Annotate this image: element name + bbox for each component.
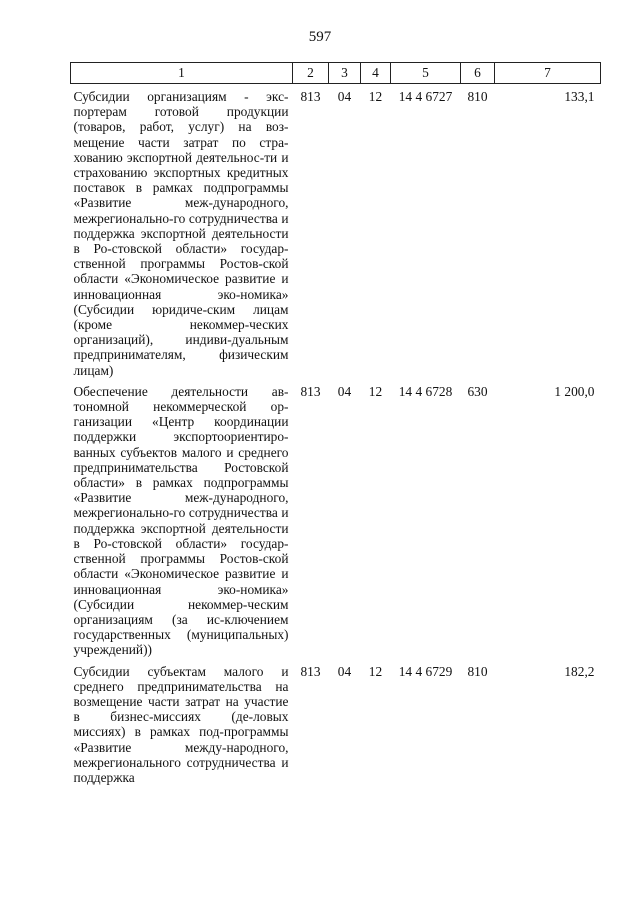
row-subsection-code: 12	[368, 663, 383, 679]
table-row	[71, 378, 601, 658]
row-amount: 133,1	[564, 89, 595, 104]
row-subsection-code: 12	[368, 383, 383, 399]
row-expense-type: 630	[467, 383, 488, 399]
row-target-article: 14 4 6728	[398, 383, 453, 399]
row-description: Обеспечение деятельности ав-тономной некоммерческой ор-ганизации «Центр координации поддержки экспортоориентиро-ванных субъектов малого и среднего предпринимательства Ростовской области» в рамках подпрограммы «Развитие меж-дународного, межрегионально-го сотрудничества и поддержка экспортной деятельности в Ро-стовской области» государ-ственной программы Ростов-ской области «Экономическое развитие и инновационная эко-номика» (Субсидии некоммер-ческим организациям (за ис-ключением государственных (муниципальных) учреждений))	[73, 383, 289, 658]
row-expense-type: 810	[467, 89, 488, 104]
row-section-code: 04	[337, 663, 352, 679]
page-number: 597	[308, 29, 332, 45]
row-target-article: 14 4 6727	[398, 89, 453, 104]
column-header-5: 5	[391, 63, 461, 84]
column-header-7: 7	[495, 63, 601, 84]
row-ministry-code: 813	[300, 383, 321, 399]
column-header-2: 2	[293, 63, 329, 84]
row-ministry-code: 813	[300, 663, 321, 679]
row-section-code: 04	[337, 383, 352, 399]
row-subsection-code: 12	[368, 89, 383, 104]
row-amount: 182,2	[564, 663, 595, 679]
row-expense-type: 810	[467, 663, 488, 679]
column-header-3: 3	[329, 63, 361, 84]
column-header-4: 4	[361, 63, 391, 84]
row-target-article: 14 4 6729	[398, 663, 453, 679]
row-section-code: 04	[337, 89, 352, 104]
table-row	[71, 658, 601, 786]
table-row	[71, 84, 601, 378]
row-amount: 1 200,0	[554, 383, 595, 399]
row-description: Субсидии организациям - экс-портерам готовой продукции (товаров, работ, услуг) на воз-мещение части затрат по стра-хованию экспортной деятельнос-ти и страхованию экспортных кредитных поставок в рамках подпрограммы «Развитие меж-дународного, межрегионально-го сотрудничества и поддержка экспортной деятельности в Ро-стовской области» государ-ственной программы Ростов-ской области «Экономическое развитие и инновационная эко-номика» (Субсидии юридиче-ским лицам (кроме некоммер-ческих организаций), индиви-дуальным предпринимателям, физическим лицам)	[73, 89, 289, 378]
row-description: Субсидии субъектам малого и среднего предпринимательства на возмещение части затрат на участие в бизнес-миссиях (де-ловых миссиях) в рамках под-программы «Развитие между-народного, межрегионального сотрудничества и поддержка	[73, 663, 289, 785]
budget-table	[70, 62, 601, 785]
header-row	[71, 63, 601, 84]
row-ministry-code: 813	[300, 89, 321, 104]
column-header-1: 1	[71, 63, 293, 84]
column-header-6: 6	[461, 63, 495, 84]
